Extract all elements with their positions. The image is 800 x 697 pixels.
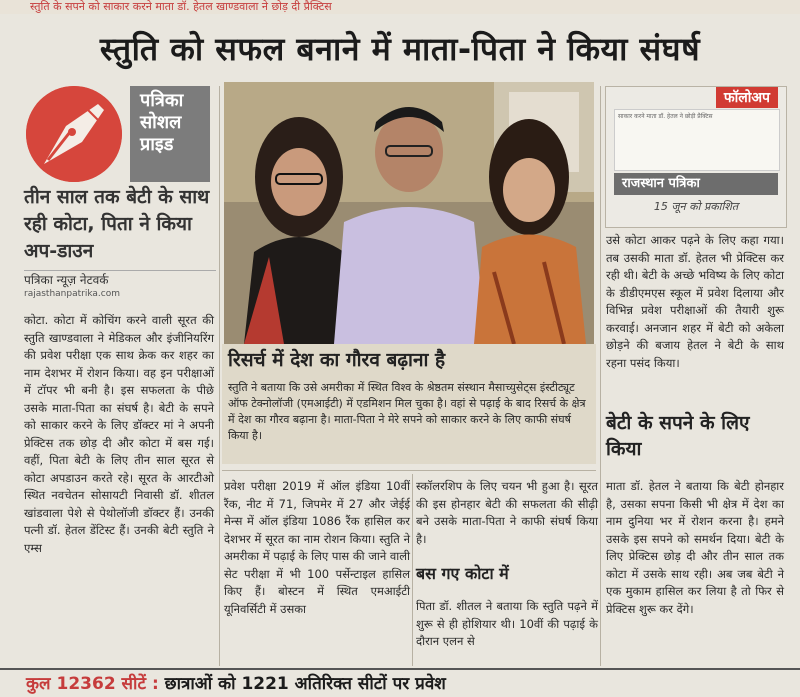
column-divider [219,86,220,666]
subheadline-3: बस गए कोटा में [416,564,509,583]
caption-text: स्तुति ने बताया कि उसे अमरीका में स्थित विश्व के श्रेष्ठतम संस्थान मैसाच्युसेट्स इंस्टीट्यूट ऑफ टेक्नोलॉजी (एमआईटी) में एडमिशन मिल चुका है। वहां से पढ़ाई के बाद रिसर्च के क्षेत्र में देश का गौरव बढ़ाना है। माता-पिता ने मेरे सपने को साकार करने के लिए काफी संघर्ष किया है। [228,381,586,442]
brand-line-1: पत्रिका [140,90,184,111]
caption-box [222,344,596,464]
article-mid-column-2: स्कॉलरशिप के लिए चयन भी हुआ है। सूरत की इस होनहार बेटी की सफलता की सीढ़ी बने उसके माता-पिता ने काफी संघर्ष किया है। [416,479,598,546]
followup-tag: फॉलोअप [716,87,778,108]
article-mid-column-1: प्रवेश परीक्षा 2019 में ऑल इंडिया 10वीं रैंक, नीट में 71, जिपमेर में 27 और जेईई मेन्स में ऑल इंडिया 1086 रैंक हासिल कर देशभर में सूरत का नाम रोशन किया। स्तुति ने अमरीका में पढ़ाई के लिए पास की जाने वाली सेट परीक्षा में भी 100 पर्सेन्टाइल हासिल किए हैं। बोस्टन में स्थित एमआईटी यूनिवर्सिटी में उसका [224,479,411,616]
bottom-prefix: कुल 12362 सीटें : [26,674,159,694]
bottom-text: छात्राओं को 1221 अतिरिक्त सीटों पर प्रवेश [158,674,446,694]
patrika-logo [26,86,122,182]
brand-line-2: सोशल [140,112,182,133]
row-divider [222,470,596,471]
subheadline-2: बेटी के सपने के लिए किया [606,412,750,460]
article-mid-column-3: पिता डॉ. शीतल ने बताया कि स्तुति पढ़ने में शुरू से ही होशियार थी। 10वीं की पढ़ाई के दौरान एलन से [416,599,598,648]
top-strip-headline: स्तुति के सपने को साकार करने माता डॉ. हेतल खाण्डवाला ने छोड़ दी प्रैक्टिस [0,0,800,14]
brand-line-3: प्राइड [140,134,174,155]
bottom-headline [0,672,800,697]
byline [24,270,216,301]
followup-clipping [614,109,780,171]
page-title: स्तुति को सफल बनाने में माता-पिता ने किया संघर्ष [99,30,701,68]
article-right-column-2: माता डॉ. हेतल ने बताया कि बेटी होनहार है, उसका सपना किसी भी क्षेत्र में देश का नाम दुनिया भर में रोशन करना है। हमने उसके इस सपने को समर्थन दिया। बेटी के लिए प्रेक्टिस छोड़ दी और तीन साल तक कोटा में उसके साथ रही। अब जब बेटी ने एक मुकाम हासिल कर लिया है तो फिर से प्रेक्टिस शुरू कर देंगे। [606,479,784,616]
caption-title: रिसर्च में देश का गौरव बढ़ाना है [228,349,446,371]
brand-label [130,86,210,182]
clipping-text: साकार करने माता डॉ. हेतल ने छोड़ी प्रैक्टिस [618,113,713,120]
family-photo [224,82,594,344]
followup-box [605,86,787,228]
byline-name: पत्रिका न्यूज़ नेटवर्क [24,273,109,287]
followup-paper-name: राजस्थान पत्रिका [614,173,778,195]
subheadline: तीन साल तक बेटी के साथ रही कोटा, पिता ने किया अप-डाउन [24,186,210,262]
article-right-column-1: उसे कोटा आकर पढ़ने के लिए कहा गया। तब उसकी माता डॉ. हेतल भी प्रेक्टिस कर रही थी। बेटी के अच्छे भविष्य के लिए कोटा के डीडीएमएस स्कूल में प्रवेश दिलाया और विभिन्न प्रवेश परीक्षाओं की तैयारी शुरू करवाई। अनजान शहर में बेटी को अकेला छोड़ने की बजाय हेतल ने बेटी के साथ रहना पसंद किया। [606,233,784,370]
pen-nib-logo-icon [26,86,122,182]
column-divider [600,86,601,666]
article-left-column: कोटा. कोटा में कोचिंग करने वाली सूरत की स्तुति खाण्डवाला ने मेडिकल और इंजीनियरिंग की प्रवेश परीक्षा एक साथ क्रेक कर शहर का नाम देशभर में रोशन किया। वह इन परीक्षाओं में टॉपर भी बनी है। इस सफलता के पीछे उसके माता-पिता का संघर्ष है। बेटी के सपने को साकार करने के लिए डॉक्टर मां ने अपनी प्रेक्टिस तक छोड़ दी और कोटा में बस गई। वहीं, पिता बेटी के लिए तीन साल सूरत से कोटा अपडाउन करते रहे। सूरत के आरटीओ स्थित नवचेतन सोसायटी निवासी डॉ. शीतल खांडवाला पेशे से पेथोलॉजी डॉक्टर हैं। उनकी पत्नी डॉ. हेतल डेंटिस्ट हैं। उनकी बेटी स्तुति ने एम्स [24,313,214,555]
byline-url: rajasthanpatrika.com [24,289,120,299]
followup-date: 15 जून को प्रकाशित [653,200,739,213]
column-divider [412,474,413,666]
bottom-rule [0,668,800,670]
